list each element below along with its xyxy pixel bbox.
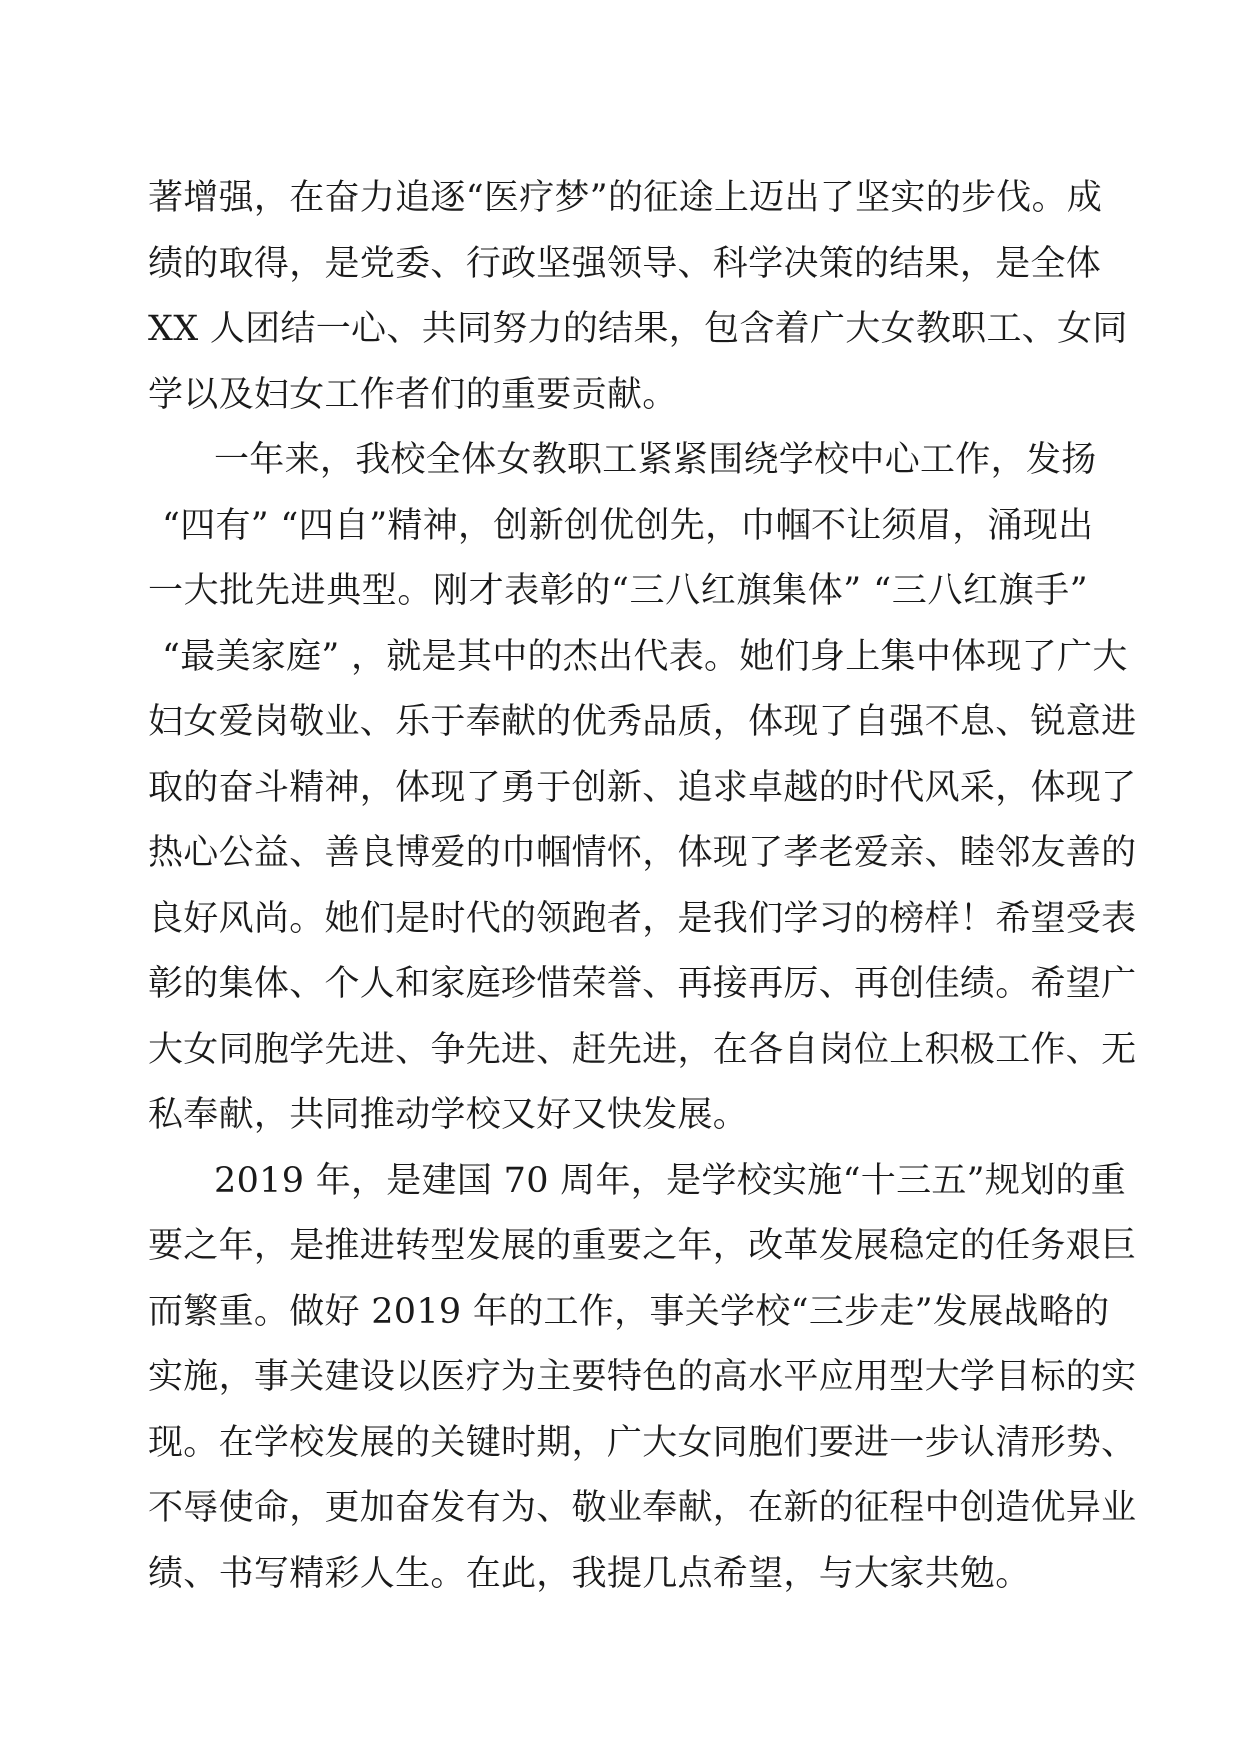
text-line: 绩的取得，是党委、行政坚强领导、科学决策的结果，是全体 — [148, 243, 1102, 284]
text-line: 不辱使命，更加奋发有为、敬业奉献，在新的征程中创造优异业 — [148, 1488, 1137, 1528]
paragraph — [148, 428, 1137, 1149]
text-line: 2019 年，是建国 70 周年，是学校实施“十三五”规划的重 — [214, 1160, 1127, 1201]
text-line: 要之年，是推进转型发展的重要之年，改革发展稳定的任务艰巨 — [148, 1226, 1137, 1266]
text-line: “最美家庭” ，就是其中的杰出代表。她们身上集中体现了广大 — [162, 636, 1128, 677]
text-line: 而繁重。做好 2019 年的工作，事关学校“三步走”发展战略的 — [148, 1291, 1110, 1332]
text-line: 取的奋斗精神，体现了勇于创新、追求卓越的时代风采，体现了 — [148, 767, 1137, 808]
paragraph — [148, 1149, 1137, 1608]
text-line: 妇女爱岗敬业、乐于奉献的优秀品质，体现了自强不息、锐意进 — [148, 702, 1137, 742]
text-line: 热心公益、善良博爱的巾帼情怀，体现了孝老爱亲、睦邻友善的 — [148, 833, 1137, 873]
document-body — [148, 166, 1137, 1607]
text-line: XX 人团结一心、共同努力的结果，包含着广大女教职工、女同 — [148, 309, 1128, 349]
text-line: 一大批先进典型。刚才表彰的“三八红旗集体” “三八红旗手” — [148, 571, 1088, 611]
text-line: “四有” “四自”精神，创新创优创先，巾帼不让须眉，涌现出 — [162, 505, 1094, 546]
text-line: 大女同胞学先进、争先进、赶先进，在各自岗位上积极工作、无 — [148, 1029, 1137, 1070]
text-line: 良好风尚。她们是时代的领跑者，是我们学习的榜样！希望受表 — [148, 898, 1137, 939]
paragraph — [148, 166, 1128, 428]
text-line: 实施，事关建设以医疗为主要特色的高水平应用型大学目标的实 — [148, 1357, 1137, 1397]
text-line: 著增强，在奋力追逐“医疗梦”的征途上迈出了坚实的步伐。成 — [148, 178, 1103, 218]
text-line: 一年来，我校全体女教职工紧紧围绕学校中心工作，发扬 — [214, 440, 1097, 480]
text-line: 彰的集体、个人和家庭珍惜荣誉、再接再厉、再创佳绩。希望广 — [148, 964, 1137, 1004]
text-line: 现。在学校发展的关键时期，广大女同胞们要进一步认清形势、 — [148, 1422, 1137, 1463]
text-line: 绩、书写精彩人生。在此，我提几点希望，与大家共勉。 — [148, 1553, 1031, 1594]
text-line: 学以及妇女工作者们的重要贡献。 — [148, 374, 678, 415]
text-line: 私奉献，共同推动学校又好又快发展。 — [148, 1095, 749, 1135]
